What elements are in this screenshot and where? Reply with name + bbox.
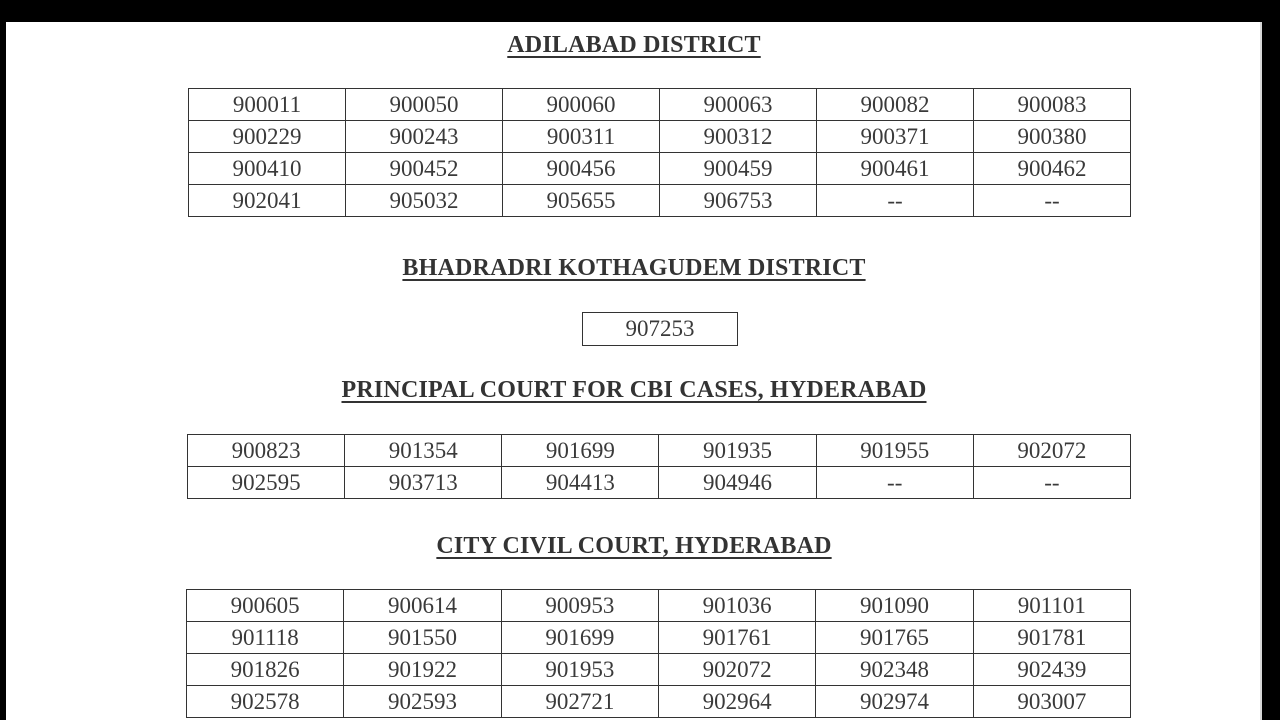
cbi-table: [187, 434, 1131, 499]
table-cell: 901118: [187, 622, 344, 654]
table-cell: --: [973, 467, 1130, 499]
table-cell: 900050: [346, 89, 503, 121]
table-cell: 901699: [502, 435, 659, 467]
table-cell: 902072: [658, 654, 815, 686]
table-cell: 904413: [502, 467, 659, 499]
table-cell: 902593: [344, 686, 501, 718]
table-cell: 900371: [817, 121, 974, 153]
table-cell: 901354: [345, 435, 502, 467]
table-cell: --: [816, 467, 973, 499]
table-cell: 900229: [189, 121, 346, 153]
document-page: [6, 22, 1262, 720]
table-row: [189, 121, 1131, 153]
table-cell: 901826: [187, 654, 344, 686]
table-cell: 901935: [659, 435, 816, 467]
table-cell: 900410: [189, 153, 346, 185]
table-cell: 900082: [817, 89, 974, 121]
table-cell: 900823: [188, 435, 345, 467]
adilabad-table: [188, 88, 1131, 217]
table-cell: 905655: [503, 185, 660, 217]
table-cell: 901761: [658, 622, 815, 654]
table-cell: 900380: [974, 121, 1131, 153]
table-cell: 902974: [816, 686, 973, 718]
table-cell: 900452: [346, 153, 503, 185]
table-cell: 901036: [658, 590, 815, 622]
table-row: [187, 654, 1131, 686]
table-cell: 900083: [974, 89, 1131, 121]
table-row: [189, 89, 1131, 121]
page-edge: [1260, 22, 1262, 720]
table-cell: 901953: [501, 654, 658, 686]
table-cell: 900063: [660, 89, 817, 121]
table-cell: 900462: [974, 153, 1131, 185]
table-cell: 901101: [973, 590, 1130, 622]
table-cell: 900060: [503, 89, 660, 121]
table-cell: 902578: [187, 686, 344, 718]
table-cell: --: [974, 185, 1131, 217]
table-cell: 900614: [344, 590, 501, 622]
table-row: [187, 622, 1131, 654]
table-cell: 903713: [345, 467, 502, 499]
table-row: [189, 153, 1131, 185]
table-cell: 900461: [817, 153, 974, 185]
table-row: [189, 185, 1131, 217]
table-row: [188, 467, 1131, 499]
table-cell: 900456: [503, 153, 660, 185]
table-cell: 902964: [658, 686, 815, 718]
table-cell: 906753: [660, 185, 817, 217]
table-cell: 904946: [659, 467, 816, 499]
section-heading-city-civil: CITY CIVIL COURT, HYDERABAD: [436, 533, 832, 559]
section-heading-bhadradri: BHADRADRI KOTHAGUDEM DISTRICT: [402, 255, 866, 281]
table-cell: 901781: [973, 622, 1130, 654]
table-row: [187, 686, 1131, 718]
table-cell: 903007: [973, 686, 1130, 718]
table-cell: --: [817, 185, 974, 217]
table-cell: 900312: [660, 121, 817, 153]
table-cell: 902439: [973, 654, 1130, 686]
table-cell: 905032: [346, 185, 503, 217]
table-cell: 902072: [973, 435, 1130, 467]
table-row: [188, 435, 1131, 467]
table-cell: 902721: [501, 686, 658, 718]
table-cell: 901955: [816, 435, 973, 467]
table-cell: 900459: [660, 153, 817, 185]
table-cell: 902348: [816, 654, 973, 686]
table-cell: 901922: [344, 654, 501, 686]
table-cell: 902041: [189, 185, 346, 217]
table-cell: 901699: [501, 622, 658, 654]
table-cell: 901550: [344, 622, 501, 654]
table-cell: 901765: [816, 622, 973, 654]
table-cell: 900605: [187, 590, 344, 622]
section-heading-cbi: PRINCIPAL COURT FOR CBI CASES, HYDERABAD: [341, 377, 927, 403]
section-heading-adilabad: ADILABAD DISTRICT: [507, 32, 761, 58]
table-row: [187, 590, 1131, 622]
table-cell: 900311: [503, 121, 660, 153]
table-cell: 901090: [816, 590, 973, 622]
table-cell: 902595: [188, 467, 345, 499]
table-cell: 900011: [189, 89, 346, 121]
bhadradri-cell: 907253: [582, 312, 738, 346]
table-cell: 900243: [346, 121, 503, 153]
city-civil-table: [186, 589, 1131, 718]
table-cell: 900953: [501, 590, 658, 622]
